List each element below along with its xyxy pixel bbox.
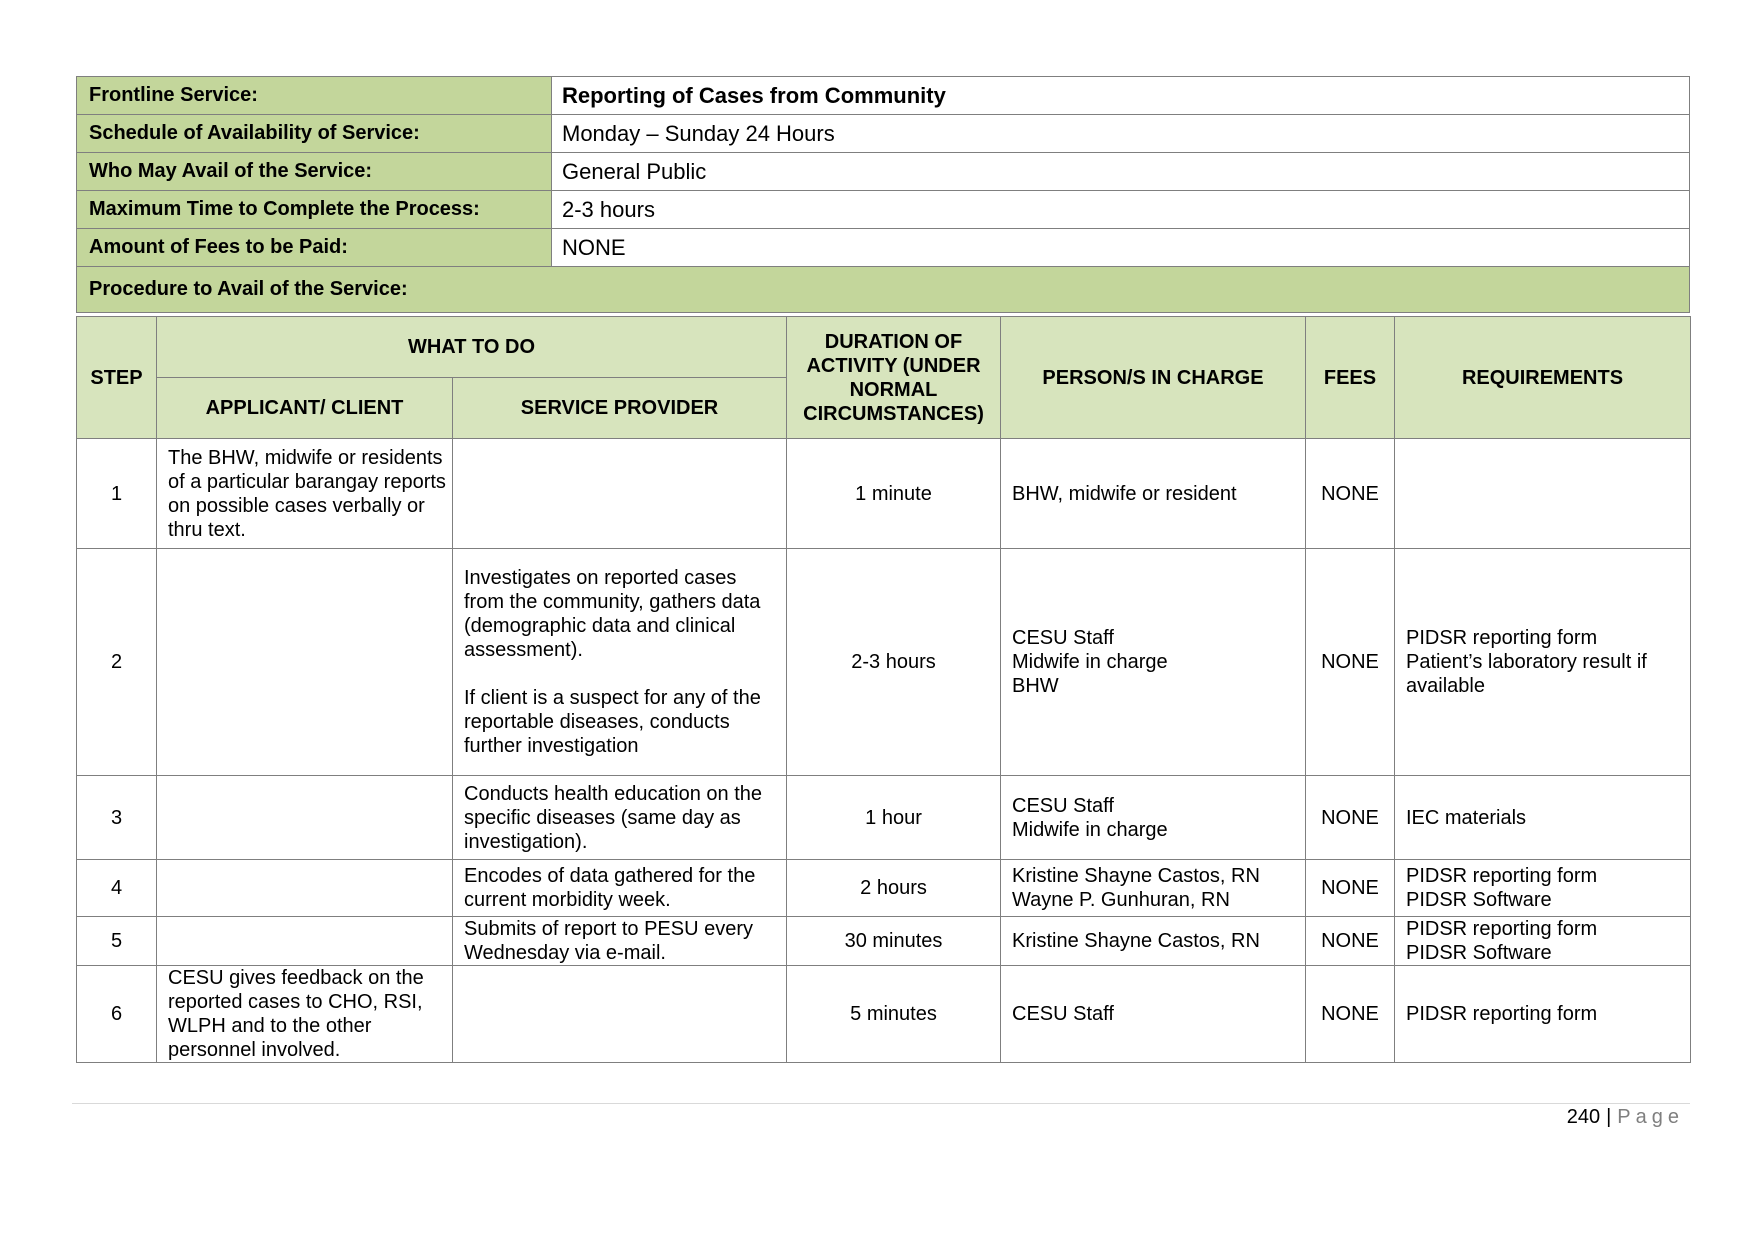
service-info-table xyxy=(76,76,1690,313)
person-in-charge: Kristine Shayne Castos, RN xyxy=(1001,917,1306,966)
person-in-charge: CESU Staff Midwife in charge xyxy=(1001,776,1306,860)
header-person-in-charge: PERSON/S IN CHARGE xyxy=(1001,317,1306,439)
duration: 5 minutes xyxy=(787,966,1001,1063)
person-in-charge: CESU Staff Midwife in charge BHW xyxy=(1001,549,1306,776)
footer-separator: | xyxy=(1606,1106,1612,1128)
fees: NONE xyxy=(1306,860,1395,917)
info-label: Frontline Service: xyxy=(77,77,552,115)
step-number: 3 xyxy=(77,776,157,860)
info-value: 2-3 hours xyxy=(552,191,1690,229)
procedure-heading: Procedure to Avail of the Service: xyxy=(77,267,1690,313)
requirements: PIDSR reporting form xyxy=(1395,966,1691,1063)
header-duration: DURATION OF ACTIVITY (UNDER NORMAL CIRCUMSTANCES) xyxy=(787,317,1001,439)
procedure-table xyxy=(76,316,1691,1063)
procedure-row xyxy=(77,439,1691,549)
header-requirements: REQUIREMENTS xyxy=(1395,317,1691,439)
duration: 1 minute xyxy=(787,439,1001,549)
requirements: PIDSR reporting form PIDSR Software xyxy=(1395,917,1691,966)
info-label: Maximum Time to Complete the Process: xyxy=(77,191,552,229)
provider-action xyxy=(453,439,787,549)
provider-action: Investigates on reported cases from the community, gathers data (demographic data and clinical assessment). If client is a suspect for any of the reportable diseases, conducts further investigation xyxy=(453,549,787,776)
fees: NONE xyxy=(1306,549,1395,776)
applicant-action xyxy=(157,917,453,966)
info-label: Schedule of Availability of Service: xyxy=(77,115,552,153)
header-applicant: APPLICANT/ CLIENT xyxy=(157,378,453,439)
info-label: Who May Avail of the Service: xyxy=(77,153,552,191)
info-value: Monday – Sunday 24 Hours xyxy=(552,115,1690,153)
provider-action xyxy=(453,966,787,1063)
requirements: PIDSR reporting form Patient’s laboratory result if available xyxy=(1395,549,1691,776)
info-row-frontline-service xyxy=(77,77,1690,115)
header-step: STEP xyxy=(77,317,157,439)
provider-action: Conducts health education on the specific diseases (same day as investigation). xyxy=(453,776,787,860)
header-service-provider: SERVICE PROVIDER xyxy=(453,378,787,439)
procedure-header-row xyxy=(77,317,1691,378)
procedure-row xyxy=(77,549,1691,776)
fees: NONE xyxy=(1306,439,1395,549)
duration: 2 hours xyxy=(787,860,1001,917)
page-number: 240 xyxy=(1566,1106,1601,1128)
step-number: 2 xyxy=(77,549,157,776)
applicant-action: CESU gives feedback on the reported cases to CHO, RSI, WLPH and to the other personnel involved. xyxy=(157,966,453,1063)
page-word: Page xyxy=(1617,1106,1684,1128)
duration: 2-3 hours xyxy=(787,549,1001,776)
header-what-to-do: WHAT TO DO xyxy=(157,317,787,378)
step-number: 1 xyxy=(77,439,157,549)
info-value: Reporting of Cases from Community xyxy=(552,77,1690,115)
duration: 30 minutes xyxy=(787,917,1001,966)
info-row-max-time xyxy=(77,191,1690,229)
info-row-fees xyxy=(77,229,1690,267)
info-value: General Public xyxy=(552,153,1690,191)
procedure-row xyxy=(77,966,1691,1063)
fees: NONE xyxy=(1306,776,1395,860)
person-in-charge: CESU Staff xyxy=(1001,966,1306,1063)
step-number: 5 xyxy=(77,917,157,966)
provider-action: Encodes of data gathered for the current morbidity week. xyxy=(453,860,787,917)
procedure-row xyxy=(77,917,1691,966)
header-fees: FEES xyxy=(1306,317,1395,439)
step-number: 4 xyxy=(77,860,157,917)
info-row-schedule xyxy=(77,115,1690,153)
applicant-action xyxy=(157,776,453,860)
provider-action: Submits of report to PESU every Wednesday via e-mail. xyxy=(453,917,787,966)
person-in-charge: BHW, midwife or resident xyxy=(1001,439,1306,549)
procedure-row xyxy=(77,776,1691,860)
footer-divider xyxy=(72,1103,1690,1104)
procedure-heading-row xyxy=(77,267,1690,313)
page-footer xyxy=(1567,1106,1684,1129)
procedure-row xyxy=(77,860,1691,917)
applicant-action: The BHW, midwife or residents of a particular barangay reports on possible cases verbally or thru text. xyxy=(157,439,453,549)
fees: NONE xyxy=(1306,917,1395,966)
step-number: 6 xyxy=(77,966,157,1063)
applicant-action xyxy=(157,549,453,776)
fees: NONE xyxy=(1306,966,1395,1063)
info-value: NONE xyxy=(552,229,1690,267)
requirements: IEC materials xyxy=(1395,776,1691,860)
duration: 1 hour xyxy=(787,776,1001,860)
person-in-charge: Kristine Shayne Castos, RN Wayne P. Gunhuran, RN xyxy=(1001,860,1306,917)
requirements xyxy=(1395,439,1691,549)
applicant-action xyxy=(157,860,453,917)
info-row-who-may-avail xyxy=(77,153,1690,191)
requirements: PIDSR reporting form PIDSR Software xyxy=(1395,860,1691,917)
info-label: Amount of Fees to be Paid: xyxy=(77,229,552,267)
